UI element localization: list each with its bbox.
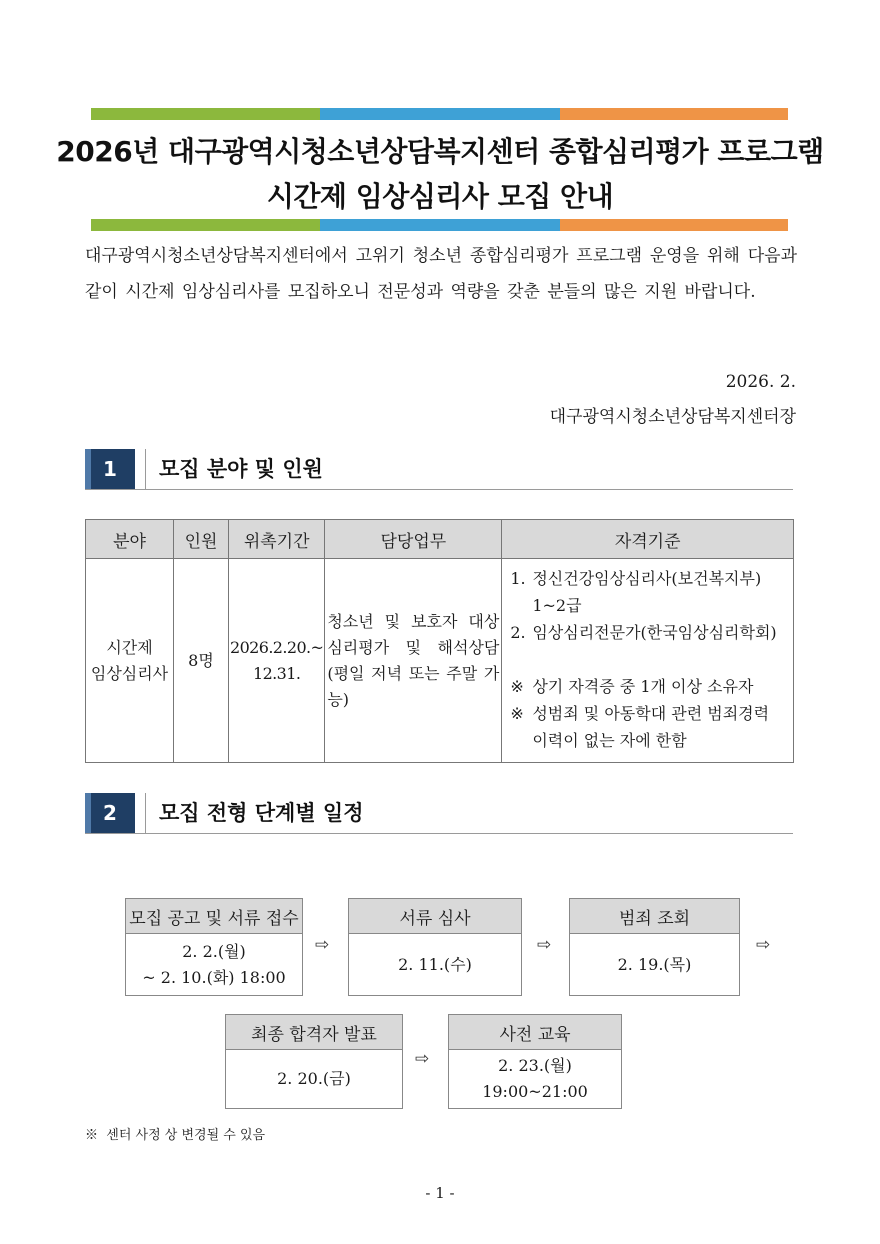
right-arrow-icon: ⇨ xyxy=(537,935,552,955)
recruitment-table xyxy=(85,519,794,763)
duty-cell: 청소년 및 보호자 대상 심리평가 및 해석상담 (평일 저녁 또는 주말 가능) xyxy=(325,559,502,763)
schedule-step-screening xyxy=(348,898,522,996)
column-header: 분야 xyxy=(86,520,174,559)
step-date-range: ~ 2. 10.(화) 18:00 xyxy=(142,967,286,987)
step-date: 2. 23.(월) xyxy=(498,1056,572,1075)
step-date: 2. 11.(수) xyxy=(398,954,472,974)
table-row xyxy=(86,559,794,763)
intro-paragraph: 대구광역시청소년상담복지센터에서 고위기 청소년 종합심리평가 프로그램 운영을 위해 다음과 같이 시간제 임상심리사를 모집하오니 전문성과 역량을 갖춘 분들의 많은 지원 바랍니다. xyxy=(85,246,797,302)
qualification-note: ※ 성범죄 및 아동학대 관련 범죄경력 이력이 없는 자에 한함 xyxy=(510,704,770,750)
step-time: 19:00~21:00 xyxy=(482,1082,588,1101)
qualification-note: ※ 상기 자격증 중 1개 이상 소유자 xyxy=(510,677,754,696)
qualification-cell xyxy=(502,559,794,763)
column-header: 인원 xyxy=(174,520,229,559)
page-title-line2: 시간제 임상심리사 모집 안내 xyxy=(266,180,614,213)
section-number-badge: 1 xyxy=(85,449,135,489)
schedule-step-final-announcement xyxy=(225,1014,403,1109)
schedule-step-application xyxy=(125,898,303,996)
section-2-header xyxy=(85,793,793,834)
right-arrow-icon: ⇨ xyxy=(756,935,771,955)
count-cell: 8명 xyxy=(174,559,229,763)
field-cell: 시간제 임상심리사 xyxy=(86,559,174,763)
table-header-row xyxy=(86,520,794,559)
step-title: 서류 심사 xyxy=(349,899,521,934)
section-1-header xyxy=(85,449,793,490)
step-title: 모집 공고 및 서류 접수 xyxy=(126,899,302,934)
header-color-bar-top xyxy=(91,108,788,120)
schedule-step-background-check xyxy=(569,898,740,996)
qualification-item: 2. 임상심리전문가(한국임상심리학회) xyxy=(510,623,777,642)
step-date: 2. 2.(월) xyxy=(182,941,246,961)
schedule-step-pre-training xyxy=(448,1014,622,1109)
column-header: 담당업무 xyxy=(325,520,502,559)
right-arrow-icon: ⇨ xyxy=(415,1049,430,1069)
header-color-bar-bottom xyxy=(91,219,788,231)
page-number: - 1 - xyxy=(425,1184,455,1202)
step-title: 최종 합격자 발표 xyxy=(226,1015,402,1050)
notice-date: 2026. 2. xyxy=(725,372,796,392)
section-title: 모집 전형 단계별 일정 xyxy=(159,801,364,825)
notice-signature: 대구광역시청소년상담복지센터장 xyxy=(549,407,796,427)
step-date: 2. 20.(금) xyxy=(277,1069,351,1088)
column-header: 위촉기간 xyxy=(229,520,325,559)
schedule-change-note: ※ 센터 사정 상 변경될 수 있음 xyxy=(85,1128,266,1143)
step-title: 사전 교육 xyxy=(449,1015,621,1050)
qualification-item: 1. 정신건강임상심리사(보건복지부) 1~2급 xyxy=(510,569,762,615)
step-date: 2. 19.(목) xyxy=(617,954,692,974)
page-title-line1: 2026년 대구광역시청소년상담복지센터 종합심리평가 프로그램 xyxy=(56,135,824,168)
section-title: 모집 분야 및 인원 xyxy=(159,457,323,481)
right-arrow-icon: ⇨ xyxy=(315,935,330,955)
period-cell: 2026.2.20.~ 12.31. xyxy=(229,559,325,763)
column-header: 자격기준 xyxy=(502,520,794,559)
section-number-badge: 2 xyxy=(85,793,135,833)
step-title: 범죄 조회 xyxy=(570,899,739,934)
